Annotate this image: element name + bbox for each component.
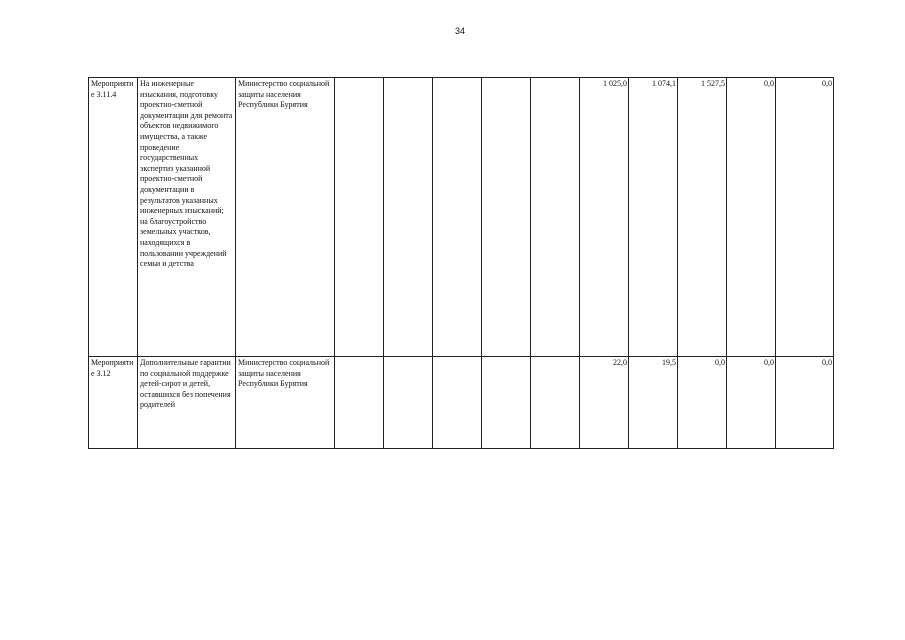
value-cell: 1 074,1 [629, 78, 678, 357]
value-cell: 19,5 [629, 357, 678, 449]
measure-code-cell: Мероприятие 3.12 [89, 357, 138, 449]
value-cell: 0,0 [776, 78, 834, 357]
empty-cell [335, 357, 384, 449]
executor-cell: Министерство социальной защиты населения Республики Бурятия [236, 357, 335, 449]
table-row [89, 357, 834, 449]
empty-cell [384, 357, 433, 449]
empty-cell [335, 78, 384, 357]
empty-cell [384, 78, 433, 357]
empty-cell [433, 78, 482, 357]
page-number: 34 [454, 26, 465, 36]
empty-cell [482, 78, 531, 357]
value-cell: 0,0 [727, 357, 776, 449]
measure-name-cell: На инженерные изыскания, подготовку проектно-сметной документации для ремонта объектов недвижимого имущества, а также проведение государственных экспертиз указанной проектно-сметной документации в результатов указанных инженерных изысканий; на благоустройство земельных участков, находящихся в пользовании учреждений семьи и детства [138, 78, 236, 357]
executor-cell: Министерство социальной защиты населения Республики Бурятия [236, 78, 335, 357]
value-cell: 1 527,5 [678, 78, 727, 357]
value-cell: 22,0 [580, 357, 629, 449]
empty-cell [531, 357, 580, 449]
empty-cell [482, 357, 531, 449]
measure-name-cell: Дополнительные гарантии по социальной поддержке детей-сирот и детей, оставшихся без попечения родителей [138, 357, 236, 449]
value-cell: 1 025,0 [580, 78, 629, 357]
empty-cell [433, 357, 482, 449]
value-cell: 0,0 [727, 78, 776, 357]
measure-code-cell: Мероприятие 3.11.4 [89, 78, 138, 357]
program-table [88, 77, 834, 449]
empty-cell [531, 78, 580, 357]
value-cell: 0,0 [678, 357, 727, 449]
value-cell: 0,0 [776, 357, 834, 449]
table-row [89, 78, 834, 357]
